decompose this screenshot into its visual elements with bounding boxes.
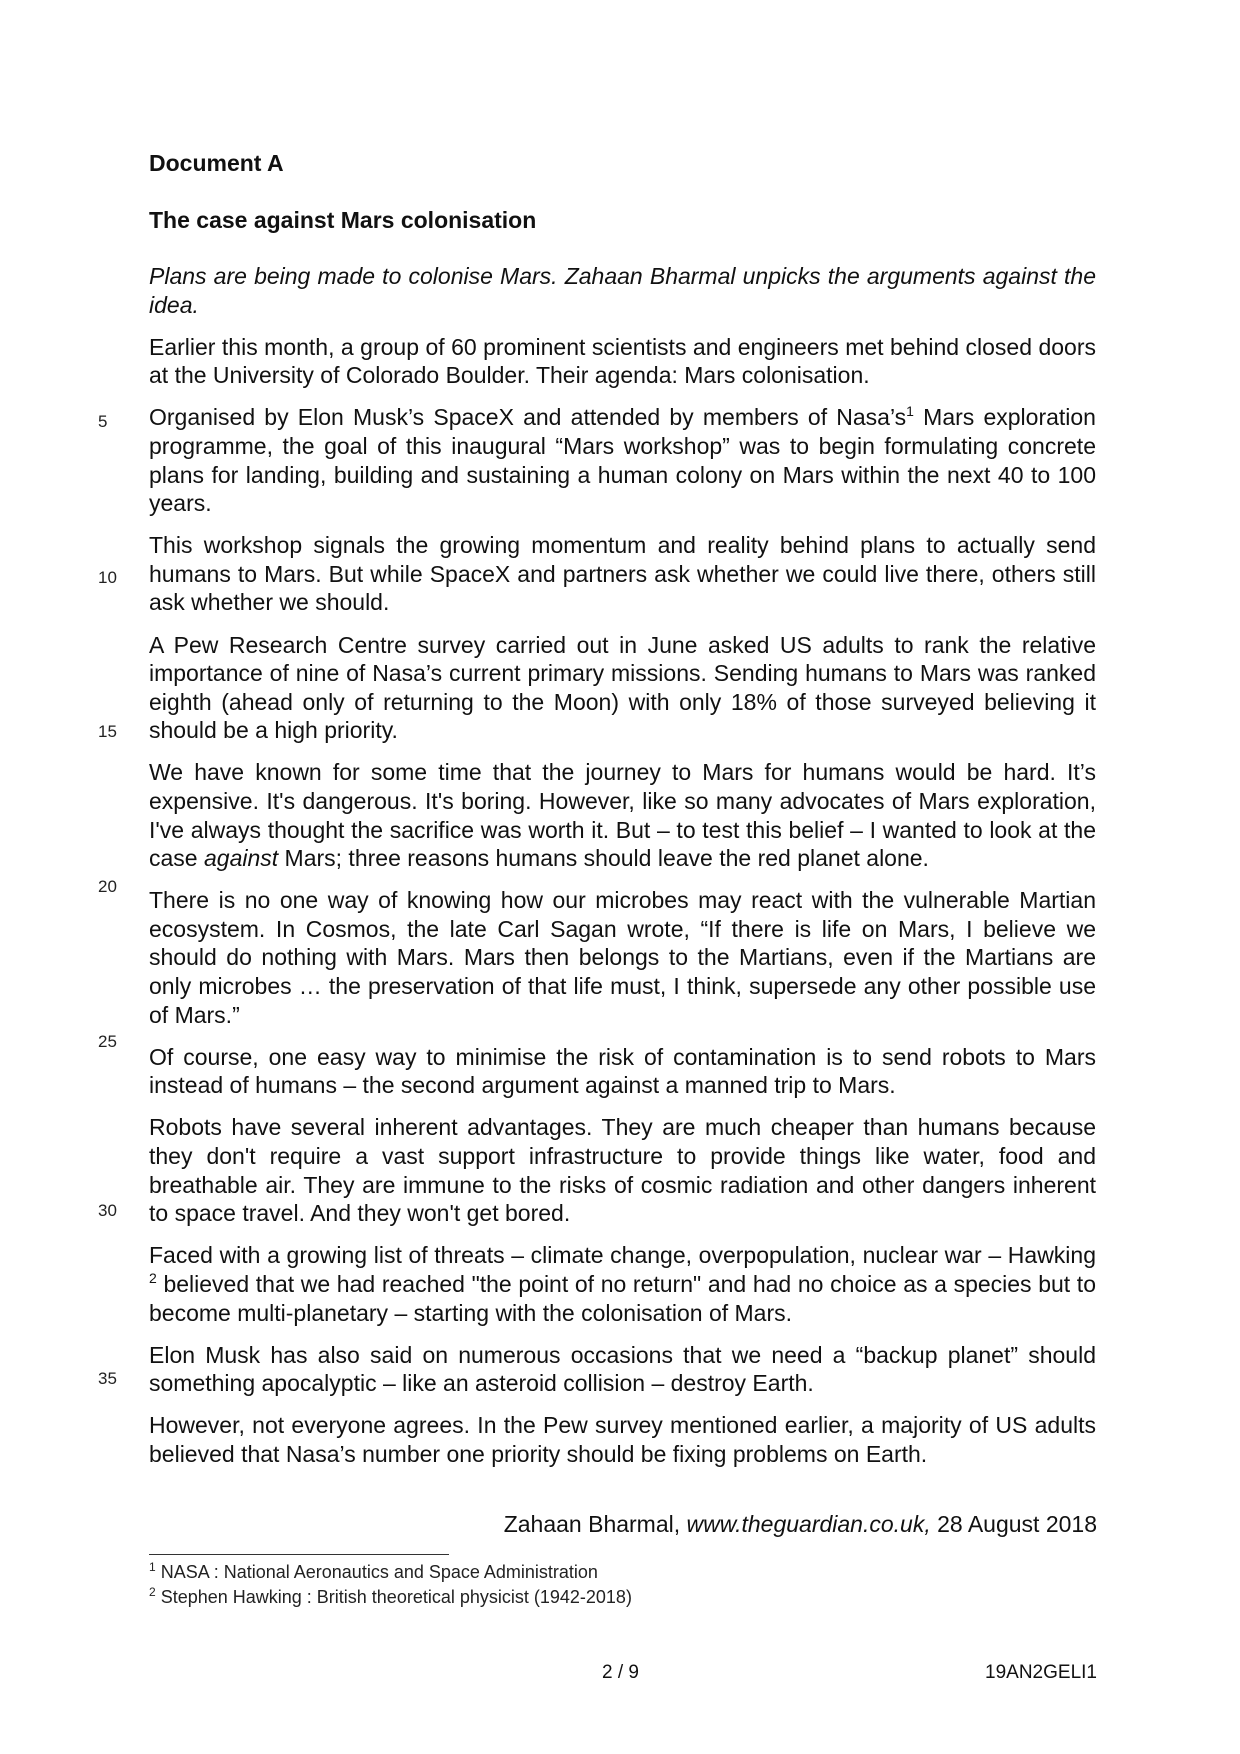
exam-code: 19AN2GELI1 (985, 1662, 1097, 1683)
paragraph-5-text-b: Mars; three reasons humans should leave the red planet alone. (278, 845, 929, 872)
paragraph-6: There is no one way of knowing how our microbes may react with the vulnerable Martian ecosystem. In Cosmos, the late Carl Sagan wrote, “If there is life on Mars, I believe we should do nothing with Mars. Mars then belongs to the Martians, even if the Martians are only microbes … the preservation of that life must, I think, supersede any other possible use of Mars.” (149, 887, 1096, 1028)
footnote-2 (149, 1587, 632, 1608)
footnote-1 (149, 1562, 598, 1583)
footnote-2-text: Stephen Hawking : British theoretical physicist (1942-2018) (155, 1587, 632, 1607)
paragraph-7: Of course, one easy way to minimise the risk of contamination is to send robots to Mars instead of humans – the second argument against a manned trip to Mars. (149, 1043, 1096, 1099)
line-number-35: 35 (98, 1369, 117, 1388)
paragraph-2 (149, 403, 1096, 517)
paragraph-2-text-a: Organised by Elon Musk’s SpaceX and attended by members of Nasa’s (149, 404, 907, 431)
paragraph-11: However, not everyone agrees. In the Pew survey mentioned earlier, a majority of US adults believed that Nasa’s number one priority should be fixing problems on Earth. (149, 1412, 1096, 1467)
byline-source: www.theguardian.co.uk, (686, 1511, 931, 1537)
line-number-5: 5 (98, 412, 108, 431)
line-number-15: 15 (98, 722, 117, 741)
footnote-2-mark: 2 (149, 1585, 156, 1599)
footnote-1-mark: 1 (149, 1560, 156, 1574)
line-number-25: 25 (98, 1032, 117, 1051)
paragraph-4: A Pew Research Centre survey carried out in June asked US adults to rank the relative importance of nine of Nasa’s current primary missions. Sending humans to Mars was ranked eighth (ahead only of returning to the Moon) with only 18% of those surveyed believing it should be a high priority. (149, 631, 1096, 744)
footnote-ref-1: 1 (906, 403, 914, 420)
byline-date: 28 August 2018 (930, 1511, 1097, 1537)
paragraph-3: This workshop signals the growing momentum and reality behind plans to actually send humans to Mars. But while SpaceX and partners ask whether we could live there, others still ask whether we should. (149, 532, 1096, 616)
paragraph-9 (149, 1241, 1096, 1327)
footnote-divider (149, 1554, 449, 1555)
standfirst-paragraph: Plans are being made to colonise Mars. Zahaan Bharmal unpicks the arguments against the idea. (149, 263, 1096, 318)
page-number: 2 / 9 (602, 1662, 639, 1683)
emphasis-against: against (203, 845, 279, 872)
paragraph-10: Elon Musk has also said on numerous occasions that we need a “backup planet” should something apocalyptic – like an asteroid collision – destroy Earth. (149, 1341, 1096, 1397)
paragraph-9-text-a: Faced with a growing list of threats – climate change, overpopulation, nuclear war – Hawking (149, 1242, 1096, 1269)
byline-author: Zahaan Bharmal, (503, 1511, 687, 1537)
byline (504, 1511, 1097, 1538)
footnote-ref-2: 2 (149, 1269, 157, 1286)
article-title: The case against Mars colonisation (149, 207, 537, 233)
footnote-1-text: NASA : National Aeronautics and Space Administration (155, 1562, 598, 1582)
line-number-10: 10 (98, 568, 117, 587)
line-number-30: 30 (98, 1201, 117, 1220)
line-number-20: 20 (98, 877, 117, 896)
paragraph-8: Robots have several inherent advantages. They are much cheaper than humans because they don't require a vast support infrastructure to provide things like water, food and breathable air. They are immune to the risks of cosmic radiation and other dangers inherent to space travel. And they won't get bored. (149, 1114, 1096, 1227)
paragraph-9-text-b: believed that we had reached "the point of no return" and had no choice as a species but to become multi-planetary – starting with the colonisation of Mars. (149, 1270, 1096, 1326)
paragraph-2-text-b: Mars exploration programme, the goal of this inaugural “Mars workshop” was to begin formulating concrete plans for landing, building and sustaining a human colony on Mars within the next 40 to 100 years. (149, 404, 1096, 517)
paragraph-5 (149, 758, 1096, 872)
article-body (149, 262, 1096, 1482)
paragraph-1: Earlier this month, a group of 60 prominent scientists and engineers met behind closed doors at the University of Colorado Boulder. Their agenda: Mars colonisation. (149, 333, 1096, 389)
paragraph-5-text-a: We have known for some time that the journey to Mars for humans would be hard. It’s expensive. It's dangerous. It's boring. However, like so many advocates of Mars exploration, I've always thought the sacrifice was worth it. But – to test this belief – I wanted to look at the case (149, 759, 1096, 872)
document-label: Document A (149, 150, 284, 176)
